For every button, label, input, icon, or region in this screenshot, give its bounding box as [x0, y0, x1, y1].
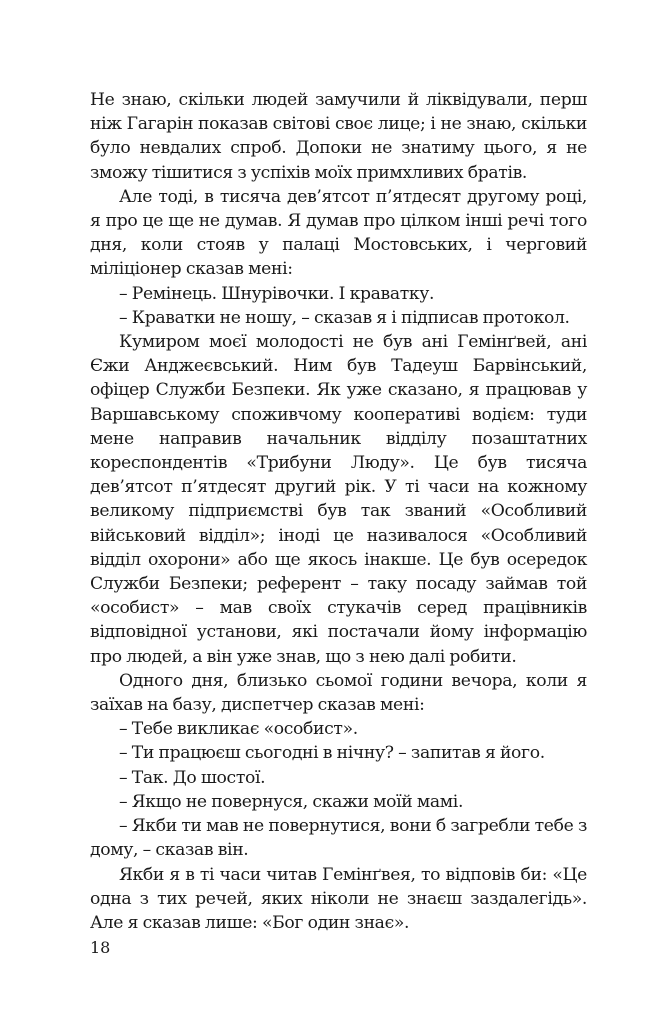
paragraph: Кумиром моєї молодості не був ані Гемінґвей, ані Єжи Анджеєвський. Ним був Тадеуш Барвінський, офіцер Служби Безпеки. Як уже сказано, я працював у Варшавському споживчому кооперативі водієм: туди мене направив начальник відділу позаштатних кореспондентів «Трибуни Люду». Це був тисяча дев’ятсот п’ятдесят другий рік. У ті часи на кожному великому підприємстві був так званий «Особливий військовий відділ»; іноді це називалося «Особливий відділ охорони» або ще якось інакше. Це був осередок Служби Безпеки; референт – таку посаду займав той «особист» – мав своїх стукачів серед працівників відповідної установи, які постачали йому інформацію про людей, а він уже знав, що з нею далі робити.	[90, 332, 587, 667]
paragraph: Одного дня, близько сьомої години вечора, коли я заїхав на базу, диспетчер сказав мені:	[90, 670, 587, 716]
page-number: 18	[90, 938, 111, 957]
dialogue-line: – Якщо не повернуся, скажи моїй мамі.	[119, 791, 464, 812]
dialogue-line: – Тебе викликає «особист».	[119, 719, 358, 740]
dialogue-line: – Ремінець. Шнурівочки. І краватку.	[119, 283, 435, 304]
dialogue-line: – Ти працюєш сьогодні в нічну? – запитав я його.	[119, 743, 545, 764]
paragraph: Але тоді, в тисяча дев’ятсот п’ятдесят другому році, я про це ще не думав. Я думав про цілком інші речі того дня, коли стояв у палаці Мостовських, і черговий міліціонер сказав мені:	[90, 186, 587, 280]
dialogue-line: – Якби ти мав не повернутися, вони б загребли тебе з дому, – сказав він.	[90, 816, 587, 861]
dialogue-line: – Так. До шостої.	[119, 767, 266, 788]
book-page-text	[90, 88, 587, 935]
paragraph: Не знаю, скільки людей замучили й ліквідували, перш ніж Гагарін показав світові своє лице; і не знаю, скільки було невдалих спроб. Допоки не знатиму цього, я не зможу тішитися з успіхів моїх примхливих братів.	[90, 90, 587, 183]
dialogue-line: – Краватки не ношу, – сказав я і підписав протокол.	[119, 307, 570, 328]
paragraph: Якби я в ті часи читав Гемінґвея, то відповів би: «Це одна з тих речей, яких ніколи не знаєш заздалегідь». Але я сказав лише: «Бог один знає».	[90, 864, 587, 933]
